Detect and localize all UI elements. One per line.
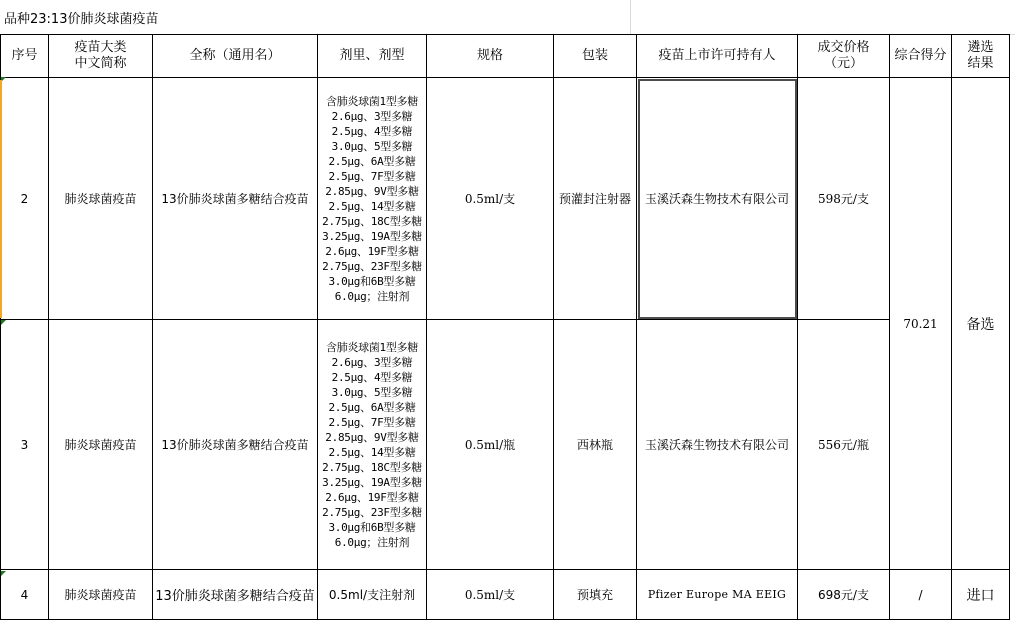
cell-score[interactable]: /	[890, 570, 952, 620]
cell-full-name[interactable]: 13价肺炎球菌多糖结合疫苗	[153, 78, 318, 320]
cell-short-name[interactable]: 肺炎球菌疫苗	[49, 320, 153, 570]
header-holder[interactable]: 疫苗上市许可持有人	[637, 35, 798, 78]
cell-short-name[interactable]: 肺炎球菌疫苗	[49, 570, 153, 620]
header-full-name[interactable]: 全称（通用名）	[153, 35, 318, 78]
cell-seq[interactable]: 4	[1, 570, 49, 620]
cell-package[interactable]: 西林瓶	[554, 320, 637, 570]
cell-result-merged[interactable]: 备选	[952, 78, 1010, 570]
header-dose-form[interactable]: 剂里、剂型	[318, 35, 427, 78]
header-seq[interactable]: 序号	[1, 35, 49, 78]
comment-indicator-icon	[1, 571, 6, 576]
title-divider	[630, 0, 631, 34]
header-short-name[interactable]: 疫苗大类 中文简称	[49, 35, 153, 78]
header-price[interactable]: 成交价格 （元）	[798, 35, 890, 78]
row-highlight-marker	[0, 80, 2, 318]
cell-score-merged[interactable]: 70.21	[890, 78, 952, 570]
cell-holder-selected[interactable]: 玉溪沃森生物技术有限公司	[637, 78, 798, 320]
cell-package[interactable]: 预灌封注射器	[554, 78, 637, 320]
sheet-title: 品种23:13价肺炎球菌疫苗	[4, 12, 159, 27]
cell-dose-form[interactable]: 含肺炎球菌1型多糖2.6μg、3型多糖2.5μg、4型多糖3.0μg、5型多糖2.5μg、6A型多糖2.5μg、7F型多糖2.85μg、9V型多糖2.5μg、14型多糖2.75μg、18C型多糖3.25μg、19A型多糖2.6μg、19F型多糖2.75μg、23F型多糖3.0μg和6B型多糖6.0μg；注射剂	[318, 78, 427, 320]
cell-dose-form[interactable]: 0.5ml/支注射剂	[318, 570, 427, 620]
cell-holder[interactable]: Pfizer Europe MA EEIG	[637, 570, 798, 620]
header-result[interactable]: 遴选 结果	[952, 35, 1010, 78]
sheet-title-bar	[0, 0, 1015, 35]
cell-price[interactable]: 698元/支	[798, 570, 890, 620]
table-row	[1, 78, 1010, 320]
table-row	[1, 570, 1010, 620]
vaccine-table	[0, 34, 1010, 620]
cell-package[interactable]: 预填充	[554, 570, 637, 620]
cell-short-name[interactable]: 肺炎球菌疫苗	[49, 78, 153, 320]
cell-dose-form[interactable]: 含肺炎球菌1型多糖2.6μg、3型多糖2.5μg、4型多糖3.0μg、5型多糖2.5μg、6A型多糖2.5μg、7F型多糖2.85μg、9V型多糖2.5μg、14型多糖2.75μg、18C型多糖3.25μg、19A型多糖2.6μg、19F型多糖2.75μg、23F型多糖3.0μg和6B型多糖6.0μg；注射剂	[318, 320, 427, 570]
cell-holder[interactable]: 玉溪沃森生物技术有限公司	[637, 320, 798, 570]
cell-price[interactable]: 598元/支	[798, 78, 890, 320]
cell-result[interactable]: 进口	[952, 570, 1010, 620]
cell-price[interactable]: 556元/瓶	[798, 320, 890, 570]
cell-spec[interactable]: 0.5ml/支	[427, 570, 554, 620]
header-spec[interactable]: 规格	[427, 35, 554, 78]
cell-spec[interactable]: 0.5ml/支	[427, 78, 554, 320]
cell-full-name[interactable]: 13价肺炎球菌多糖结合疫苗	[153, 320, 318, 570]
header-row	[1, 35, 1010, 78]
comment-indicator-icon	[1, 320, 6, 325]
cell-seq[interactable]: 2	[1, 78, 49, 320]
header-package[interactable]: 包装	[554, 35, 637, 78]
table-row	[1, 320, 1010, 570]
cell-spec[interactable]: 0.5ml/瓶	[427, 320, 554, 570]
cell-seq[interactable]: 3	[1, 320, 49, 570]
cell-full-name[interactable]: 13价肺炎球菌多糖结合疫苗	[153, 570, 318, 620]
header-score[interactable]: 综合得分	[890, 35, 952, 78]
